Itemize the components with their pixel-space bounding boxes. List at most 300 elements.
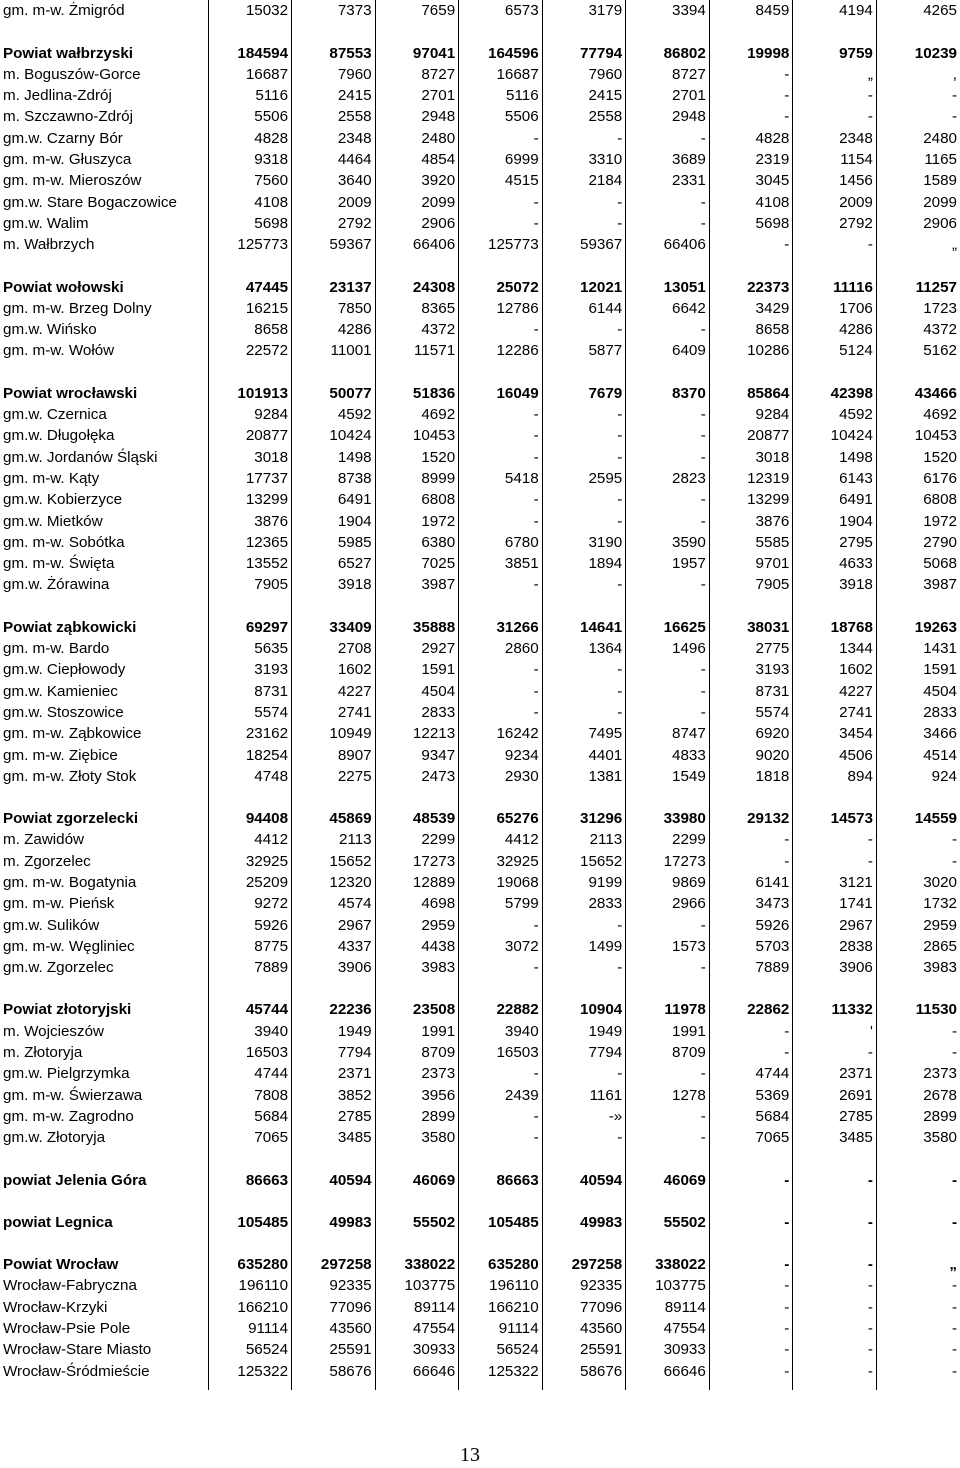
municipality-name-cell: Wrocław-Śródmieście <box>3 1362 150 1380</box>
value-cell: - <box>626 127 710 148</box>
value-cell: 35888 <box>375 616 459 637</box>
value-cell: - <box>876 1339 960 1360</box>
spacer-cell <box>375 255 459 276</box>
value-cell: 94408 <box>208 808 292 829</box>
value-cell: 2795 <box>793 532 877 553</box>
value-cell: 56524 <box>459 1339 543 1360</box>
municipality-name-cell: gm. m-w. Pieńsk <box>3 895 115 913</box>
value-cell: 7850 <box>292 298 376 319</box>
value-cell: 1154 <box>793 149 877 170</box>
spacer-cell <box>626 978 710 999</box>
value-cell: 8709 <box>626 1042 710 1063</box>
value-cell: 86802 <box>626 42 710 63</box>
table-row <box>0 1106 960 1127</box>
value-cell: 1949 <box>542 1020 626 1041</box>
table-row <box>0 574 960 595</box>
table-row <box>0 957 960 978</box>
table-row <box>0 638 960 659</box>
value-cell: 924 <box>876 766 960 787</box>
value-cell: 1904 <box>793 510 877 531</box>
value-cell: 125773 <box>208 234 292 255</box>
spacer-cell <box>292 1382 376 1390</box>
value-cell: 13299 <box>709 489 793 510</box>
spacer-cell <box>793 1191 877 1212</box>
value-cell: 3918 <box>793 574 877 595</box>
value-cell: 7495 <box>542 723 626 744</box>
value-cell: 9759 <box>793 42 877 63</box>
value-cell: 16687 <box>208 64 292 85</box>
value-cell: 2691 <box>793 1084 877 1105</box>
value-cell: 894 <box>793 766 877 787</box>
value-cell: 2741 <box>793 702 877 723</box>
value-cell: 6808 <box>876 489 960 510</box>
value-cell: 7905 <box>709 574 793 595</box>
value-cell: -» <box>542 1106 626 1127</box>
value-cell: 2785 <box>292 1106 376 1127</box>
spacer-cell <box>626 361 710 382</box>
value-cell: 7560 <box>208 170 292 191</box>
value-cell: 17273 <box>375 850 459 871</box>
value-cell: 22572 <box>208 340 292 361</box>
municipality-name-cell: gm. m-w. Bogatynia <box>3 873 137 891</box>
value-cell: - <box>542 191 626 212</box>
spacer-cell <box>626 1148 710 1169</box>
value-cell: 105485 <box>208 1212 292 1233</box>
value-cell: 16215 <box>208 298 292 319</box>
spacer-row <box>0 361 960 382</box>
value-cell: 1344 <box>793 638 877 659</box>
table-end-row <box>0 1382 960 1390</box>
municipality-name-cell: gm. m-w. Ząbkowice <box>3 725 142 743</box>
spacer-cell <box>208 21 292 42</box>
value-cell: 2415 <box>292 85 376 106</box>
value-cell: 22373 <box>709 276 793 297</box>
value-cell: 20877 <box>709 425 793 446</box>
value-cell: 4286 <box>292 319 376 340</box>
value-cell: 12365 <box>208 532 292 553</box>
value-cell: - <box>876 85 960 106</box>
value-cell: - <box>709 234 793 255</box>
value-cell: 635280 <box>459 1254 543 1275</box>
value-cell: 5585 <box>709 532 793 553</box>
spacer-cell <box>375 1148 459 1169</box>
value-cell: 2009 <box>793 191 877 212</box>
value-cell: 7794 <box>542 1042 626 1063</box>
value-cell: 1818 <box>709 766 793 787</box>
value-cell: - <box>626 680 710 701</box>
value-cell: 4744 <box>208 1063 292 1084</box>
value-cell: 7065 <box>208 1127 292 1148</box>
table-row <box>0 340 960 361</box>
municipality-name-cell: Wrocław-Psie Pole <box>3 1320 131 1338</box>
municipality-name-cell: m. Wojcieszów <box>3 1022 104 1040</box>
value-cell: 8727 <box>626 64 710 85</box>
value-cell: 2558 <box>292 106 376 127</box>
spacer-cell <box>709 787 793 808</box>
value-cell: 4698 <box>375 893 459 914</box>
municipality-name-cell: m. Boguszów-Gorce <box>3 65 141 83</box>
table-row <box>0 85 960 106</box>
value-cell: 2785 <box>793 1106 877 1127</box>
value-cell: - <box>709 64 793 85</box>
table-row <box>0 1296 960 1317</box>
value-cell: 3940 <box>208 1020 292 1041</box>
spacer-cell <box>709 1191 793 1212</box>
municipality-name-cell: gm. m-w. Święta <box>3 555 115 573</box>
spacer-cell <box>292 21 376 42</box>
table-row <box>0 1339 960 1360</box>
table-row <box>0 234 960 255</box>
municipality-name-cell: gm.w. Walim <box>3 214 89 232</box>
value-cell: - <box>709 85 793 106</box>
table-row <box>0 149 960 170</box>
value-cell: 6808 <box>375 489 459 510</box>
spacer-row <box>0 1233 960 1254</box>
value-cell: „ <box>876 234 960 255</box>
value-cell: - <box>626 1127 710 1148</box>
value-cell: 2331 <box>626 170 710 191</box>
section-total-row <box>0 382 960 403</box>
value-cell: 1496 <box>626 638 710 659</box>
value-cell: 2415 <box>542 85 626 106</box>
table-row <box>0 680 960 701</box>
value-cell: 1364 <box>542 638 626 659</box>
value-cell: - <box>459 191 543 212</box>
spacer-cell <box>208 1382 292 1390</box>
value-cell: 7679 <box>542 382 626 403</box>
value-cell: 2790 <box>876 532 960 553</box>
table-row <box>0 829 960 850</box>
value-cell: 3920 <box>375 170 459 191</box>
spacer-cell <box>709 1148 793 1169</box>
value-cell: 4574 <box>292 893 376 914</box>
value-cell: 4194 <box>793 0 877 21</box>
value-cell: - <box>626 914 710 935</box>
value-cell: 3852 <box>292 1084 376 1105</box>
value-cell: 12286 <box>459 340 543 361</box>
value-cell: 9284 <box>709 404 793 425</box>
value-cell: - <box>459 1063 543 1084</box>
value-cell: 7065 <box>709 1127 793 1148</box>
value-cell: - <box>626 425 710 446</box>
value-cell: 2595 <box>542 468 626 489</box>
municipality-name-cell: gm.w. Jordanów Śląski <box>3 448 158 466</box>
value-cell: 92335 <box>542 1275 626 1296</box>
value-cell: - <box>876 1042 960 1063</box>
value-cell: 2299 <box>375 829 459 850</box>
value-cell: 91114 <box>459 1318 543 1339</box>
value-cell: 85864 <box>709 382 793 403</box>
spacer-cell <box>542 361 626 382</box>
value-cell: 24308 <box>375 276 459 297</box>
value-cell: - <box>626 659 710 680</box>
value-cell: 1949 <box>292 1020 376 1041</box>
spacer-cell <box>0 1191 208 1212</box>
municipality-name-cell: gm.w. Ciepłowody <box>3 661 126 679</box>
section-total-row <box>0 276 960 297</box>
spacer-cell <box>208 787 292 808</box>
spacer-cell <box>459 1148 543 1169</box>
table-row <box>0 532 960 553</box>
spacer-cell <box>0 787 208 808</box>
value-cell: 30933 <box>626 1339 710 1360</box>
value-cell: 6491 <box>292 489 376 510</box>
value-cell: 10286 <box>709 340 793 361</box>
value-cell: 65276 <box>459 808 543 829</box>
spacer-cell <box>876 1148 960 1169</box>
spacer-cell <box>375 595 459 616</box>
value-cell: 12889 <box>375 872 459 893</box>
spacer-cell <box>0 255 208 276</box>
value-cell: 2833 <box>542 893 626 914</box>
value-cell: 9272 <box>208 893 292 914</box>
value-cell: 125322 <box>459 1360 543 1381</box>
value-cell: 11332 <box>793 999 877 1020</box>
value-cell: 22236 <box>292 999 376 1020</box>
spacer-cell <box>0 978 208 999</box>
value-cell: 7960 <box>292 64 376 85</box>
value-cell: 1732 <box>876 893 960 914</box>
value-cell: 7659 <box>375 0 459 21</box>
value-cell: 14641 <box>542 616 626 637</box>
value-cell: 11978 <box>626 999 710 1020</box>
value-cell: 338022 <box>626 1254 710 1275</box>
value-cell: - <box>542 680 626 701</box>
value-cell: 4854 <box>375 149 459 170</box>
spacer-cell <box>793 1233 877 1254</box>
value-cell: - <box>626 191 710 212</box>
value-cell: 10424 <box>292 425 376 446</box>
value-cell: - <box>876 850 960 871</box>
value-cell: 59367 <box>292 234 376 255</box>
value-cell: 3580 <box>876 1127 960 1148</box>
value-cell: 6176 <box>876 468 960 489</box>
value-cell: 2371 <box>292 1063 376 1084</box>
value-cell: 15032 <box>208 0 292 21</box>
municipality-name-cell: gm.w. Pielgrzymka <box>3 1065 130 1083</box>
value-cell: - <box>626 1106 710 1127</box>
spacer-cell <box>208 1191 292 1212</box>
value-cell: 11116 <box>793 276 877 297</box>
table-row <box>0 766 960 787</box>
value-cell: 4515 <box>459 170 543 191</box>
value-cell: 1549 <box>626 766 710 787</box>
value-cell: 297258 <box>292 1254 376 1275</box>
spacer-cell <box>793 255 877 276</box>
table-row <box>0 404 960 425</box>
value-cell: 3851 <box>459 553 543 574</box>
spacer-cell <box>459 595 543 616</box>
value-cell: 2948 <box>375 106 459 127</box>
value-cell: 2701 <box>375 85 459 106</box>
value-cell: - <box>793 1275 877 1296</box>
value-cell: 46069 <box>375 1169 459 1190</box>
spacer-cell <box>626 1191 710 1212</box>
value-cell: 2299 <box>626 829 710 850</box>
value-cell: 7905 <box>208 574 292 595</box>
value-cell: 49983 <box>542 1212 626 1233</box>
district-name-cell: Powiat Wrocław <box>3 1256 119 1274</box>
value-cell: 4337 <box>292 936 376 957</box>
spacer-cell <box>0 595 208 616</box>
spacer-cell <box>208 255 292 276</box>
value-cell: 18768 <box>793 616 877 637</box>
value-cell: 4286 <box>793 319 877 340</box>
spacer-cell <box>626 787 710 808</box>
table-row <box>0 446 960 467</box>
table-row <box>0 744 960 765</box>
spacer-cell <box>292 255 376 276</box>
value-cell: 2099 <box>375 191 459 212</box>
spacer-cell <box>0 1382 208 1390</box>
value-cell: 2959 <box>876 914 960 935</box>
value-cell: - <box>542 957 626 978</box>
value-cell: 8907 <box>292 744 376 765</box>
spacer-cell <box>626 21 710 42</box>
value-cell: - <box>626 446 710 467</box>
value-cell: 6780 <box>459 532 543 553</box>
table-row <box>0 1063 960 1084</box>
value-cell: 9869 <box>626 872 710 893</box>
value-cell: 196110 <box>208 1275 292 1296</box>
value-cell: 3918 <box>292 574 376 595</box>
value-cell: 16503 <box>208 1042 292 1063</box>
value-cell: 3429 <box>709 298 793 319</box>
value-cell: 1498 <box>793 446 877 467</box>
spacer-cell <box>459 1382 543 1390</box>
value-cell: 1165 <box>876 149 960 170</box>
value-cell: 1591 <box>375 659 459 680</box>
value-cell: 5506 <box>459 106 543 127</box>
district-name-cell: powiat Jelenia Góra <box>3 1171 147 1189</box>
value-cell: 125322 <box>208 1360 292 1381</box>
spacer-cell <box>709 21 793 42</box>
value-cell: 5698 <box>709 213 793 234</box>
value-cell: 3193 <box>709 659 793 680</box>
spacer-cell <box>876 1233 960 1254</box>
value-cell: 5418 <box>459 468 543 489</box>
municipality-name-cell: Wrocław-Fabryczna <box>3 1277 137 1295</box>
value-cell: 2899 <box>375 1106 459 1127</box>
value-cell: 2373 <box>375 1063 459 1084</box>
value-cell: 103775 <box>626 1275 710 1296</box>
table-row <box>0 702 960 723</box>
municipality-name-cell: m. Jedlina-Zdrój <box>3 87 112 105</box>
value-cell: 3179 <box>542 0 626 21</box>
value-cell: 8747 <box>626 723 710 744</box>
value-cell: 33980 <box>626 808 710 829</box>
value-cell: 3485 <box>292 1127 376 1148</box>
table-row <box>0 1127 960 1148</box>
value-cell: 23137 <box>292 276 376 297</box>
value-cell: 635280 <box>208 1254 292 1275</box>
value-cell: - <box>542 510 626 531</box>
value-cell: - <box>876 1020 960 1041</box>
municipality-name-cell: gm.w. Stoszowice <box>3 703 124 721</box>
section-total-row <box>0 999 960 1020</box>
value-cell: 2473 <box>375 766 459 787</box>
spacer-cell <box>542 1191 626 1212</box>
value-cell: 23162 <box>208 723 292 744</box>
table-row <box>0 1020 960 1041</box>
table-row <box>0 723 960 744</box>
value-cell: 2184 <box>542 170 626 191</box>
table-row <box>0 127 960 148</box>
spacer-cell <box>876 787 960 808</box>
value-cell: 1894 <box>542 553 626 574</box>
value-cell: 2906 <box>375 213 459 234</box>
value-cell: 1904 <box>292 510 376 531</box>
spacer-cell <box>542 978 626 999</box>
value-cell: - <box>542 404 626 425</box>
value-cell: - <box>459 702 543 723</box>
spacer-cell <box>626 1382 710 1390</box>
value-cell: - <box>626 404 710 425</box>
spacer-cell <box>876 361 960 382</box>
value-cell: 47554 <box>626 1318 710 1339</box>
spacer-cell <box>208 978 292 999</box>
section-total-row <box>0 1254 960 1275</box>
value-cell: 11257 <box>876 276 960 297</box>
table-row <box>0 553 960 574</box>
value-cell: 50077 <box>292 382 376 403</box>
value-cell: 2792 <box>793 213 877 234</box>
municipality-name-cell: gm.w. Czarny Bór <box>3 129 123 147</box>
value-cell: - <box>459 127 543 148</box>
value-cell: 8738 <box>292 468 376 489</box>
value-cell: - <box>542 1127 626 1148</box>
spacer-cell <box>709 595 793 616</box>
spacer-cell <box>208 1233 292 1254</box>
spacer-cell <box>0 21 208 42</box>
value-cell: 45869 <box>292 808 376 829</box>
value-cell: 6920 <box>709 723 793 744</box>
value-cell: 87553 <box>292 42 376 63</box>
value-cell: 10453 <box>876 425 960 446</box>
table-row <box>0 106 960 127</box>
value-cell: 77096 <box>542 1296 626 1317</box>
value-cell: 9284 <box>208 404 292 425</box>
value-cell: - <box>793 1212 877 1233</box>
value-cell: 59367 <box>542 234 626 255</box>
value-cell: 18254 <box>208 744 292 765</box>
value-cell: 196110 <box>459 1275 543 1296</box>
municipality-name-cell: m. Zgorzelec <box>3 852 91 870</box>
spacer-cell <box>0 361 208 382</box>
municipality-name-cell: m. Złotoryja <box>3 1044 83 1062</box>
value-cell: 2860 <box>459 638 543 659</box>
value-cell: 8459 <box>709 0 793 21</box>
value-cell: 13051 <box>626 276 710 297</box>
value-cell: 5506 <box>208 106 292 127</box>
value-cell: - <box>793 829 877 850</box>
value-cell: 3485 <box>793 1127 877 1148</box>
value-cell: - <box>542 127 626 148</box>
value-cell: 3590 <box>626 532 710 553</box>
table-row <box>0 298 960 319</box>
value-cell: 3466 <box>876 723 960 744</box>
value-cell: - <box>793 106 877 127</box>
value-cell: - <box>876 1275 960 1296</box>
value-cell: 4412 <box>459 829 543 850</box>
value-cell: 9701 <box>709 553 793 574</box>
value-cell: 1602 <box>292 659 376 680</box>
spacer-cell <box>542 1148 626 1169</box>
value-cell: ' <box>793 1020 877 1041</box>
value-cell: - <box>876 106 960 127</box>
value-cell: 1706 <box>793 298 877 319</box>
value-cell: - <box>626 702 710 723</box>
